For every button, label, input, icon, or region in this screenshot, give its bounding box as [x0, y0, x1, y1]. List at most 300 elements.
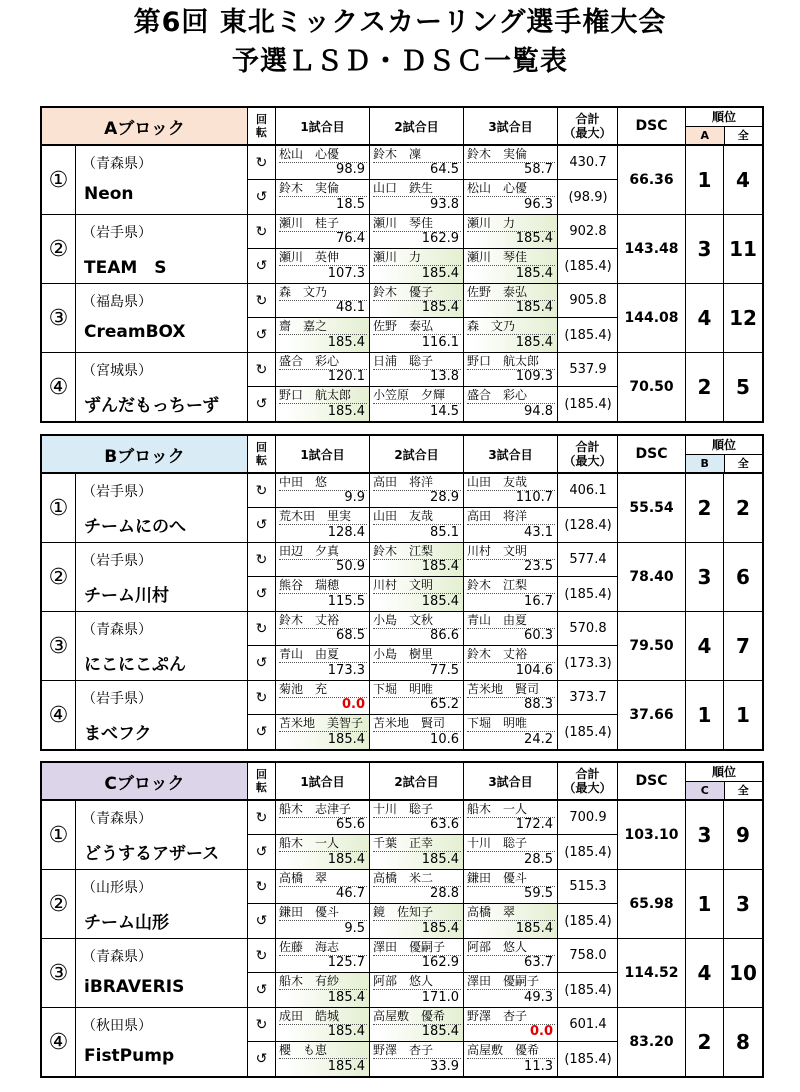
game-cell [276, 715, 370, 749]
dsc-value: 66.36 [618, 146, 686, 214]
draw-score: 162.9 [421, 955, 459, 970]
draw-score: 10.6 [430, 732, 459, 747]
rotation-icon: ↺ [248, 508, 276, 542]
game-header: 2試合目 [370, 108, 464, 144]
game-row [248, 715, 617, 749]
team-row [42, 870, 762, 939]
draw-score: 173.3 [327, 663, 365, 678]
draw-score: 50.9 [336, 559, 365, 574]
rank-block-label: A [686, 127, 725, 144]
game-row [248, 681, 617, 715]
team-games [248, 801, 618, 869]
draw-score: 58.7 [524, 162, 553, 177]
player-name: 山田 友哉 [373, 509, 461, 525]
game-row [248, 146, 617, 180]
game-cell [276, 508, 370, 542]
game-cell [276, 1008, 370, 1041]
game-row [248, 646, 617, 680]
game-cell [464, 1008, 558, 1041]
rotation-header-line1: 回 [256, 113, 267, 126]
player-name: 佐野 泰弘 [373, 319, 461, 335]
rank-overall: 6 [736, 565, 750, 589]
draw-score: 115.5 [327, 594, 365, 609]
rotation-icon: ↻ [248, 215, 276, 248]
rank-overall: 12 [729, 306, 757, 330]
player-name: 高橋 翠 [467, 905, 555, 921]
draw-score: 185.4 [515, 266, 553, 281]
rank-all-label: 全 [737, 784, 749, 797]
player-name: 田辺 夕真 [279, 544, 367, 560]
team-prefecture: （青森県） [82, 949, 152, 965]
team-name: ずんだもっちーず [84, 396, 220, 416]
rank-in-block: 3 [686, 215, 724, 283]
dsc-value: 83.20 [618, 1008, 686, 1076]
game-header: 1試合目 [276, 436, 370, 472]
max-score: (98.9) [568, 189, 608, 205]
game-cell [464, 870, 558, 903]
team-name: チーム川村 [84, 586, 169, 606]
player-name: 船木 一人 [467, 802, 555, 818]
game-row [248, 543, 617, 577]
draw-score: 33.9 [430, 1059, 459, 1074]
player-name: 苫米地 美智子 [279, 716, 367, 732]
team-row [42, 1008, 762, 1076]
player-name: 佐野 泰弘 [467, 285, 555, 301]
player-name: 高屋敷 優希 [467, 1043, 555, 1059]
draw-score: 13.8 [430, 369, 459, 384]
player-name: 鈴木 凜 [373, 147, 461, 163]
game-cell [464, 577, 558, 611]
player-name: 鎌田 優斗 [467, 871, 555, 887]
draw-score: 185.4 [327, 990, 365, 1005]
rank-header-title: 順位 [686, 436, 762, 455]
game-row [248, 474, 617, 508]
rank-overall: 2 [736, 496, 750, 520]
total-score: 537.9 [569, 362, 607, 377]
team-number: ② [42, 870, 76, 938]
team-games [248, 939, 618, 1007]
rank-block-label: B [686, 455, 725, 472]
player-name: 苫米地 賢司 [467, 682, 555, 698]
player-name: 小笠原 夕輝 [373, 388, 461, 404]
game-cell [464, 387, 558, 421]
draw-score: 185.4 [421, 1024, 459, 1039]
total-header-line1: 合計 [575, 767, 600, 781]
team-name-cell [76, 612, 248, 680]
rank-block-label: C [686, 782, 725, 799]
player-name: 下堀 明唯 [467, 716, 555, 732]
draw-score: 43.1 [524, 525, 553, 540]
draw-score: 120.1 [327, 369, 365, 384]
game-cell [370, 904, 464, 938]
team-name-cell [76, 681, 248, 749]
game-cell [370, 180, 464, 214]
rank-all-label: 全 [737, 129, 749, 142]
player-name: 鈴木 実倫 [467, 147, 555, 163]
draw-score: 49.3 [524, 990, 553, 1005]
game-row [248, 318, 617, 352]
draw-score: 76.4 [336, 231, 365, 246]
dsc-value: 144.08 [618, 284, 686, 352]
rotation-icon: ↺ [248, 646, 276, 680]
player-name: 鈴木 江梨 [373, 544, 461, 560]
team-row [42, 681, 762, 749]
rotation-icon: ↺ [248, 904, 276, 938]
player-name: 野口 航太郎 [279, 388, 367, 404]
game-cell [370, 543, 464, 576]
draw-score: 185.4 [327, 404, 365, 419]
dsc-value: 79.50 [618, 612, 686, 680]
game-row [248, 249, 617, 283]
game-cell [276, 577, 370, 611]
game-cell [464, 646, 558, 680]
team-name: まべフク [84, 724, 152, 744]
draw-score: 88.3 [524, 697, 553, 712]
rotation-icon: ↻ [248, 1008, 276, 1041]
draw-score: 60.3 [524, 628, 553, 643]
rotation-icon: ↻ [248, 146, 276, 179]
game-row [248, 939, 617, 973]
block-name: Bブロック [42, 436, 248, 472]
draw-score: 11.3 [524, 1059, 553, 1074]
game-cell [276, 215, 370, 248]
player-name: 小島 樹里 [373, 647, 461, 663]
team-prefecture: （秋田県） [82, 1018, 152, 1034]
draw-score: 172.4 [515, 817, 553, 832]
game-row [248, 215, 617, 249]
game-row [248, 870, 617, 904]
rank-overall: 4 [736, 168, 750, 192]
team-prefecture: （岩手県） [82, 553, 152, 569]
player-name: 高田 将洋 [373, 475, 461, 491]
draw-score: 86.6 [430, 628, 459, 643]
game-cell [464, 474, 558, 507]
game-cell [464, 215, 558, 248]
game-cell [370, 646, 464, 680]
total-score: 373.7 [569, 690, 607, 705]
max-score: (185.4) [564, 982, 612, 998]
block-name: Cブロック [42, 763, 248, 799]
player-name: 瀬川 力 [467, 216, 555, 232]
player-name: 櫻 も恵 [279, 1043, 367, 1059]
max-score: (185.4) [564, 586, 612, 602]
game-cell [464, 801, 558, 834]
draw-score: 0.0 [341, 697, 365, 712]
game-cell [276, 284, 370, 317]
team-name-cell [76, 1008, 248, 1076]
total-header [558, 436, 618, 472]
team-games [248, 870, 618, 938]
game-cell [276, 870, 370, 903]
team-number: ② [42, 543, 76, 611]
player-name: 瀬川 琴佳 [467, 250, 555, 266]
total-score: 577.4 [569, 552, 607, 567]
draw-score: 125.7 [327, 955, 365, 970]
max-score: (173.3) [564, 655, 612, 671]
draw-score: 96.3 [524, 197, 553, 212]
draw-score: 65.2 [430, 697, 459, 712]
rank-header-title: 順位 [686, 763, 762, 782]
dsc-value: 55.54 [618, 474, 686, 542]
game-row [248, 180, 617, 214]
rotation-header [248, 763, 276, 799]
rank-header [686, 108, 762, 144]
player-name: 盛合 彩心 [279, 354, 367, 370]
team-games [248, 474, 618, 542]
player-name: 十川 聡子 [467, 836, 555, 852]
rotation-icon: ↻ [248, 353, 276, 386]
rotation-icon: ↻ [248, 681, 276, 714]
draw-score: 63.7 [524, 955, 553, 970]
game-cell [276, 353, 370, 386]
rank-overall: 10 [729, 961, 757, 985]
game-cell [276, 318, 370, 352]
player-name: 鎌田 優斗 [279, 905, 367, 921]
game-row [248, 973, 617, 1007]
draw-score: 185.4 [327, 852, 365, 867]
draw-score: 63.6 [430, 817, 459, 832]
player-name: 森 文乃 [279, 285, 367, 301]
table-header [42, 108, 762, 146]
team-name-cell [76, 284, 248, 352]
draw-score: 9.9 [344, 490, 365, 505]
team-name-cell [76, 939, 248, 1007]
game-cell [276, 801, 370, 834]
game-cell [464, 146, 558, 179]
team-row [42, 146, 762, 215]
team-name-cell [76, 870, 248, 938]
rotation-header [248, 108, 276, 144]
total-header-line2: （最大） [563, 454, 612, 468]
player-name: 中田 悠 [279, 475, 367, 491]
team-name: iBRAVERIS [84, 977, 185, 997]
player-name: 船木 志津子 [279, 802, 367, 818]
draw-score: 104.6 [515, 663, 553, 678]
team-number: ① [42, 146, 76, 214]
game-cell [276, 612, 370, 645]
player-name: 阿部 悠人 [467, 940, 555, 956]
table-header [42, 436, 762, 474]
dsc-header: DSC [618, 763, 686, 799]
player-name: 森 文乃 [467, 319, 555, 335]
team-row [42, 801, 762, 870]
game-cell [464, 284, 558, 317]
player-name: 瀬川 英伸 [279, 250, 367, 266]
team-row [42, 543, 762, 612]
draw-score: 185.4 [327, 335, 365, 350]
game-cell [370, 387, 464, 421]
draw-score: 107.3 [327, 266, 365, 281]
rotation-icon: ↻ [248, 284, 276, 317]
team-name: CreamBOX [84, 322, 186, 342]
rotation-icon: ↺ [248, 715, 276, 749]
rank-header-sub [686, 782, 762, 799]
rotation-icon: ↻ [248, 474, 276, 507]
rotation-icon: ↻ [248, 801, 276, 834]
rotation-icon: ↻ [248, 543, 276, 576]
game-cell [276, 646, 370, 680]
team-games [248, 681, 618, 749]
draw-score: 28.5 [524, 852, 553, 867]
rank-overall: 1 [736, 703, 750, 727]
team-number: ① [42, 801, 76, 869]
player-name: 十川 聡子 [373, 802, 461, 818]
draw-score: 59.5 [524, 886, 553, 901]
game-row [248, 353, 617, 387]
draw-score: 0.0 [529, 1024, 553, 1039]
rotation-icon: ↺ [248, 387, 276, 421]
game-header: 1試合目 [276, 763, 370, 799]
dsc-value: 103.10 [618, 801, 686, 869]
game-row [248, 577, 617, 611]
player-name: 瀬川 桂子 [279, 216, 367, 232]
rank-in-block: 4 [686, 939, 724, 1007]
game-cell [276, 835, 370, 869]
draw-score: 116.1 [421, 335, 459, 350]
player-name: 千葉 正幸 [373, 836, 461, 852]
game-cell [276, 387, 370, 421]
player-name: 野口 航太郎 [467, 354, 555, 370]
game-cell [370, 973, 464, 1007]
dsc-header: DSC [618, 108, 686, 144]
rank-in-block: 3 [686, 801, 724, 869]
rank-in-block: 1 [686, 146, 724, 214]
team-row [42, 474, 762, 543]
player-name: 船木 有紗 [279, 974, 367, 990]
draw-score: 185.4 [327, 732, 365, 747]
team-name: どうするアザース [84, 844, 220, 864]
team-number: ② [42, 215, 76, 283]
game-cell [370, 939, 464, 972]
max-score: (185.4) [564, 327, 612, 343]
rotation-icon: ↺ [248, 835, 276, 869]
team-name: FistPump [84, 1046, 175, 1066]
rotation-header-line1: 回 [256, 768, 267, 781]
team-name-cell [76, 801, 248, 869]
total-header-line1: 合計 [575, 112, 600, 126]
game-cell [370, 612, 464, 645]
team-name: TEAM S [84, 258, 167, 278]
dsc-value: 37.66 [618, 681, 686, 749]
player-name: 松山 心優 [467, 181, 555, 197]
rank-overall: 7 [736, 634, 750, 658]
team-row [42, 284, 762, 353]
draw-score: 68.5 [336, 628, 365, 643]
team-row [42, 612, 762, 681]
game-row [248, 387, 617, 421]
team-number: ④ [42, 681, 76, 749]
team-name: チーム山形 [84, 913, 169, 933]
game-cell [464, 318, 558, 352]
game-cell [276, 939, 370, 972]
draw-score: 46.7 [336, 886, 365, 901]
player-name: 瀬川 琴佳 [373, 216, 461, 232]
block-name: Aブロック [42, 108, 248, 144]
game-cell [370, 870, 464, 903]
player-name: 川村 文明 [467, 544, 555, 560]
player-name: 齋 嘉之 [279, 319, 367, 335]
player-name: 高屋敷 優希 [373, 1009, 461, 1025]
max-score: (185.4) [564, 844, 612, 860]
team-name-cell [76, 215, 248, 283]
game-cell [464, 904, 558, 938]
draw-score: 28.9 [430, 490, 459, 505]
rank-in-block: 2 [686, 353, 724, 421]
draw-score: 185.4 [515, 300, 553, 315]
team-number: ④ [42, 353, 76, 421]
game-cell [464, 249, 558, 283]
team-games [248, 146, 618, 214]
player-name: 阿部 悠人 [373, 974, 461, 990]
rank-in-block: 2 [686, 1008, 724, 1076]
draw-score: 185.4 [421, 559, 459, 574]
draw-score: 109.3 [515, 369, 553, 384]
player-name: 鈴木 江梨 [467, 578, 555, 594]
player-name: 青山 由夏 [279, 647, 367, 663]
player-name: 苫米地 賢司 [373, 716, 461, 732]
rank-header-title: 順位 [686, 108, 762, 127]
draw-score: 18.5 [336, 197, 365, 212]
rank-header [686, 436, 762, 472]
team-prefecture: （青森県） [82, 156, 152, 172]
player-name: 野澤 杏子 [373, 1043, 461, 1059]
team-number: ④ [42, 1008, 76, 1076]
team-number: ③ [42, 284, 76, 352]
rotation-header [248, 436, 276, 472]
rotation-header-line2: 転 [256, 126, 267, 139]
team-name: Neon [84, 184, 134, 204]
draw-score: 171.0 [421, 990, 459, 1005]
rotation-icon: ↺ [248, 249, 276, 283]
draw-score: 162.9 [421, 231, 459, 246]
draw-score: 185.4 [515, 921, 553, 936]
dsc-value: 143.48 [618, 215, 686, 283]
team-games [248, 215, 618, 283]
game-cell [464, 508, 558, 542]
team-name-cell [76, 353, 248, 421]
player-name: 山田 友哉 [467, 475, 555, 491]
team-prefecture: （宮城県） [82, 363, 152, 379]
game-cell [370, 353, 464, 386]
game-cell [464, 939, 558, 972]
total-header-line2: （最大） [563, 781, 612, 795]
game-cell [464, 543, 558, 576]
game-cell [464, 835, 558, 869]
block-table [40, 434, 764, 751]
team-prefecture: （岩手県） [82, 691, 152, 707]
rank-header-sub [686, 455, 762, 472]
total-score: 406.1 [569, 483, 607, 498]
game-cell [370, 835, 464, 869]
table-header [42, 763, 762, 801]
player-name: 青山 由夏 [467, 613, 555, 629]
rotation-icon: ↺ [248, 1042, 276, 1076]
rank-in-block: 2 [686, 474, 724, 542]
player-name: 日浦 聡子 [373, 354, 461, 370]
total-header [558, 763, 618, 799]
rank-all-label: 全 [737, 457, 749, 470]
draw-score: 24.2 [524, 732, 553, 747]
rotation-icon: ↻ [248, 870, 276, 903]
rotation-icon: ↻ [248, 612, 276, 645]
game-cell [464, 180, 558, 214]
draw-score: 48.1 [336, 300, 365, 315]
rotation-icon: ↺ [248, 318, 276, 352]
draw-score: 77.5 [430, 663, 459, 678]
total-header-line1: 合計 [575, 440, 600, 454]
game-cell [276, 249, 370, 283]
rank-in-block: 4 [686, 284, 724, 352]
